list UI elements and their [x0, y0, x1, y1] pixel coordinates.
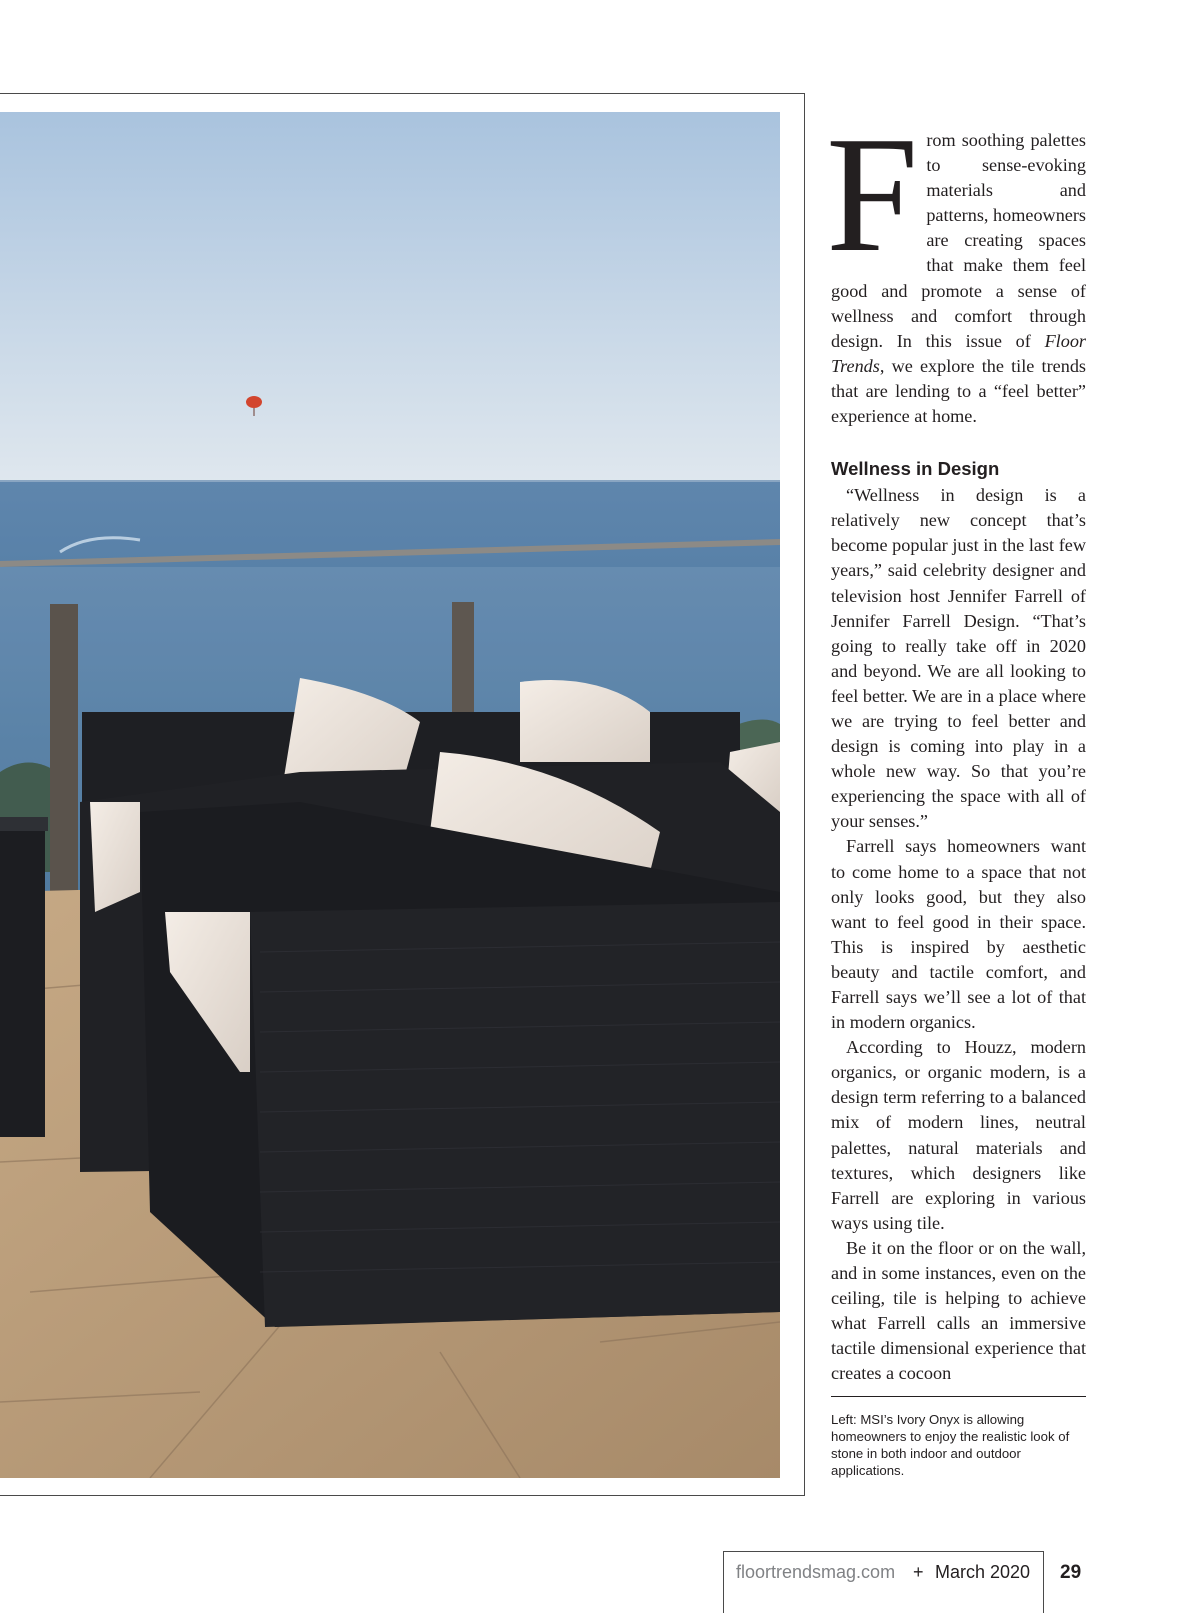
- body-paragraph: Farrell says homeowners want to come home to a space that not only looks good, but they also want to feel good in their space. This is inspired by aesthetic beauty and tactile comfort, and Farrell says we’ll see a lot of that in modern organics.: [831, 836, 1086, 1033]
- caption-divider: [831, 1396, 1086, 1397]
- footer-separator: +: [913, 1562, 924, 1582]
- section-heading: Wellness in Design: [831, 458, 1000, 480]
- body-paragraph: “Wellness in design is a relatively new concept that’s become popular just in the last few years,” said celebrity designer and television host Jennifer Farrell of Jennifer Farrell Design. “That’s going to really take off in 2020 and beyond. We are all looking to feel better. We are in a place where we are trying to feel better and design is coming into play in a whole new way. So that you’re experiencing the space with all of your senses.”: [831, 485, 1086, 832]
- page-number: 29: [1060, 1562, 1082, 1583]
- footer-date: March 2020: [935, 1562, 1031, 1582]
- intro-lead: rom soothing palettes to sense-evoking materials and patterns, homeowners are creating spaces that make them feel good and promote a sense of wellness and comfort through design. In this issue of: [831, 130, 1086, 351]
- article-column: [826, 102, 1086, 1387]
- photo-caption: Left: MSI’s Ivory Onyx is allowing homeowners to enjoy the realistic look of stone in both indoor and outdoor applications.: [831, 1412, 1070, 1478]
- magazine-title: Floor Trends: [831, 330, 1086, 376]
- body-paragraph: According to Houzz, modern organics, or organic modern, is a design term referring to a balanced mix of modern lines, neutral palettes, natural materials and textures, which designers like Farrell are exploring in various ways using tile.: [831, 1037, 1086, 1233]
- intro-paragraph: [826, 102, 1086, 429]
- intro-tail: , we explore the tile trends that are lending to a “feel better” experience at home.: [831, 355, 1086, 427]
- drop-cap: F: [826, 102, 919, 286]
- body-paragraph: Be it on the floor or on the wall, and in some instances, even on the ceiling, tile is helping to achieve what Farrell calls an immersive tactile dimensional experience that creates a cocoon: [831, 1237, 1086, 1384]
- footer-url[interactable]: floortrendsmag.com: [736, 1562, 896, 1582]
- terrace-photo: [0, 112, 780, 1478]
